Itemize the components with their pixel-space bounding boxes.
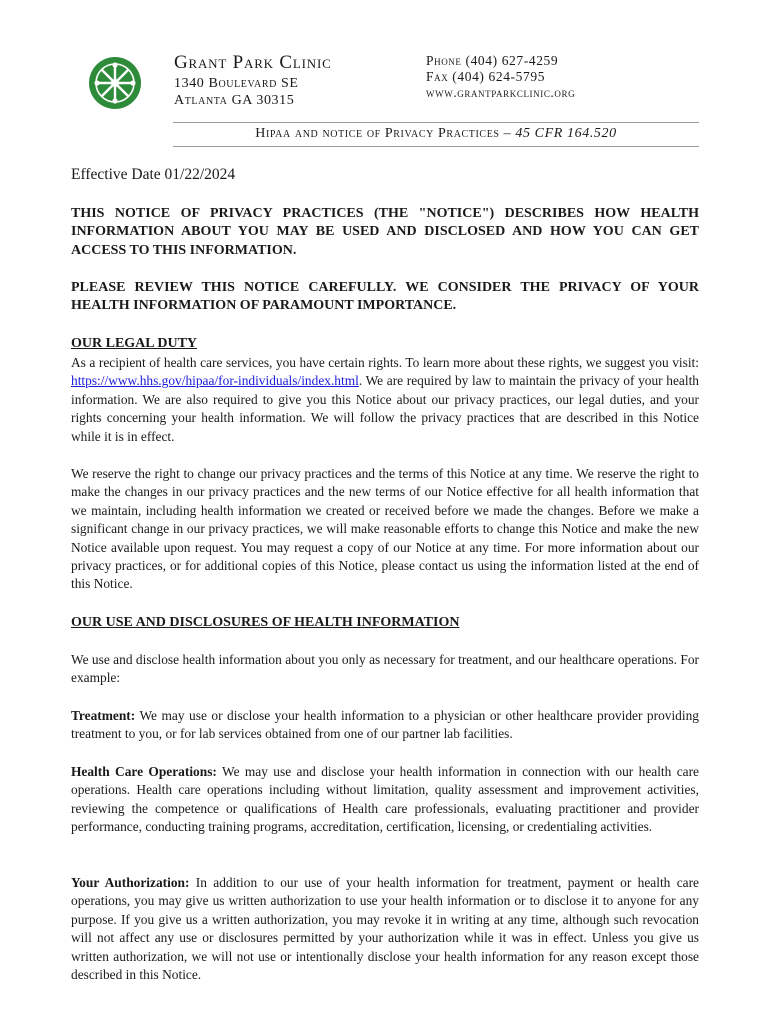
operations-paragraph xyxy=(71,763,699,837)
notice-description: THIS NOTICE OF PRIVACY PRACTICES (THE "NOTICE") DESCRIBES HOW HEALTH INFORMATION ABOUT YOU MAY BE USED AND DISCLOSED AND HOW YOU CAN GET ACCESS TO THIS INFORMATION. xyxy=(71,206,699,258)
authorization-term: Your Authorization: xyxy=(71,875,190,890)
uses-intro-paragraph: We use and disclose health information about you only as necessary for treatment, and our healthcare operations. For example: xyxy=(71,652,699,686)
review-notice: PLEASE REVIEW THIS NOTICE CAREFULLY. WE CONSIDER THE PRIVACY OF YOUR HEALTH INFORMATION OF PARAMOUNT IMPORTANCE. xyxy=(71,280,699,314)
treatment-term: Treatment: xyxy=(71,708,136,723)
clinic-info xyxy=(174,52,332,109)
treatment-text: We may use or disclose your health information to a physician or other healthcare provider providing treatment to you, or for lab services obtained from one of our partner lab facilities. xyxy=(71,708,699,742)
legal-duty-heading: OUR LEGAL DUTY xyxy=(71,336,198,351)
document-title xyxy=(173,126,699,142)
document-title-text: Hipaa and notice of Privacy Practices – xyxy=(255,126,512,141)
uses-disclosures-heading: OUR USE AND DISCLOSURES OF HEALTH INFORMATION xyxy=(71,615,460,630)
legal-duty-paragraph-1 xyxy=(71,354,699,446)
clinic-logo-icon xyxy=(88,56,142,110)
legal-duty-text-a: As a recipient of health care services, you have certain rights. To learn more about these rights, we suggest you visit: xyxy=(71,355,699,370)
legal-duty-paragraph-2: We reserve the right to change our privacy practices and the terms of this Notice at any time. We reserve the right to make the changes in our privacy practices and the new terms of our Notice effective for all health information that we maintain, including health information we created or received before we made the changes. Before we make a significant change in our privacy practices, we will make reasonable efforts to change this Notice and make the new Notice available upon request. You may request a copy of our Notice at any time. For more information about our privacy practices, or for additional copies of this Notice, please contact us using the information listed at the end of this Notice. xyxy=(71,466,699,592)
effective-date: Effective Date 01/22/2024 xyxy=(71,166,236,183)
operations-term: Health Care Operations: xyxy=(71,764,217,779)
authorization-paragraph xyxy=(71,874,699,984)
contact-info xyxy=(426,53,575,101)
treatment-paragraph xyxy=(71,707,699,744)
website-link[interactable]: www.grantparkclinic.org xyxy=(426,85,576,100)
clinic-name: Grant Park Clinic xyxy=(174,52,332,73)
hhs-link[interactable]: https://www.hhs.gov/hipaa/for-individuals/index.html xyxy=(71,373,359,389)
authorization-text: In addition to our use of your health information for treatment, payment or health care operations, you may give us written authorization to use your health information or to disclose it to anyone for any purpose. If you give us a written authorization, you may revoke it in writing at any time, although such revocation will not affect any use or disclosures permitted by your authorization while it was in effect. Unless you give us written authorization, we will not use or intentionally disclose your health information for any reason except those described in this Notice. xyxy=(71,875,699,983)
phone-number: Phone (404) 627-4259 xyxy=(426,53,559,68)
address-line-1: 1340 Boulevard SE xyxy=(174,76,299,91)
legal-duty-text-b: . We are required by law to maintain the privacy of your health information. We are also required to give you this Notice about our privacy practices, our legal duties, and your rights concerning your health information. We will follow the privacy practices that are described in this Notice while it is in effect. xyxy=(71,373,699,444)
document-citation: 45 CFR 164.520 xyxy=(515,126,617,141)
header-rule-top xyxy=(173,122,699,123)
header-rule-bottom xyxy=(173,146,699,147)
fax-number: Fax (404) 624-5795 xyxy=(426,69,546,84)
address-line-2: Atlanta GA 30315 xyxy=(174,93,295,108)
operations-text: We may use and disclose your health information in connection with our health care operations. Health care operations including without limitation, quality assessment and improvement activities, reviewing the competence or qualifications of Health care professionals, evaluating practitioner and provider performance, conducting training programs, accreditation, certification, licensing, or credentialing activities. xyxy=(71,764,699,835)
